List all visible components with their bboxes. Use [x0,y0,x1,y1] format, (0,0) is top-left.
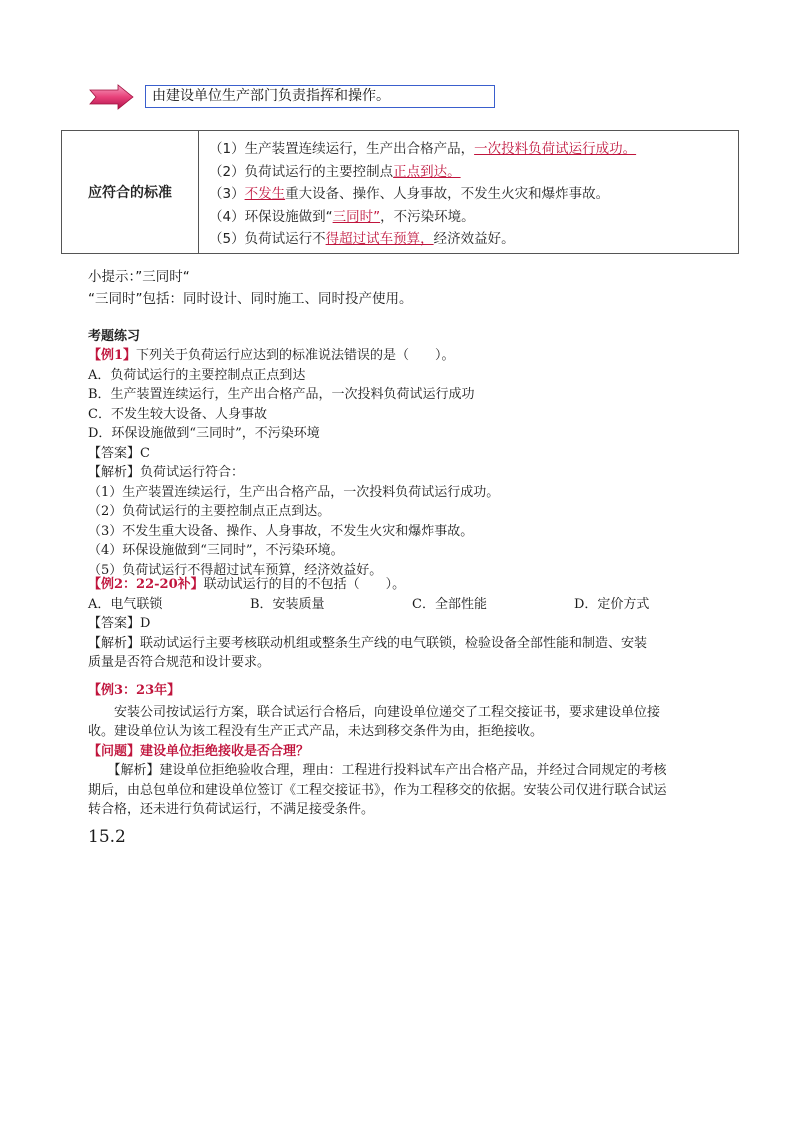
question-2-options [88,595,649,615]
section-number: 15.2 [88,827,126,847]
question-2-answer: 【答案】D [88,616,151,631]
question-1-stem [88,346,499,366]
question-1-analysis-3: （3）不发生重大设备、操作、人身事故，不发生火灾和爆炸事故。 [88,523,474,539]
row-text: （2）负荷试运行的主要控制点 [209,163,394,180]
question-3 [88,681,667,820]
tip-body: “三同时”包括：同时设计、同时施工、同时投产使用。 [88,291,413,307]
question-1 [88,346,499,580]
question-2-analysis-2: 质量是否符合规范和设计要求。 [88,655,271,670]
question-1-stem-text: 下列关于负荷运行应达到的标准说法错误的是（ ）。 [136,348,455,363]
question-2-option-b: B．安装质量 [250,596,325,612]
standards-table-label: 应符合的标准 [62,131,199,253]
question-1-option-c: C．不发生较大设备、人身事故 [88,406,267,422]
standard-row-2 [209,161,738,184]
question-3-body-2: 收。建设单位认为该工程没有生产正式产品，未达到移交条件为由，拒绝接收。 [88,724,544,739]
question-1-analysis-4: （4）环保设施做到“三同时”，不污染环境。 [88,543,344,558]
standard-row-5 [209,228,738,251]
row-text: 重大设备、操作、人身事故，不发生火灾和爆炸事故。 [285,186,610,202]
standard-row-3 [209,183,738,206]
question-3-analysis-3: 转合格，还未进行负荷试运行，不满足接受条件。 [88,802,375,817]
standard-row-4 [209,206,738,229]
row-text: （4）环保设施做到“ [209,208,333,225]
question-2-option-a: A．电气联锁 [88,596,163,612]
question-1-analysis-title: 【解析】负荷试运行符合： [88,465,245,480]
question-3-body-1: 安装公司按试运行方案，联合试运行合格后，向建设单位递交了工程交接证书，要求建设单位接 [88,704,661,720]
question-1-analysis-1: （1）生产装置连续运行，生产出合格产品，一次投料负荷试运行成功。 [88,484,500,500]
question-1-analysis-2: （2）负荷试运行的主要控制点正点到达。 [88,504,331,519]
arrow-right-icon [88,84,134,110]
tip-title: 小提示：”三同时“ [88,269,190,285]
question-1-answer: 【答案】C [88,445,150,461]
question-3-question: 【问题】建设单位拒绝接收是否合理？ [88,743,310,759]
row-text: （1）生产装置连续运行，生产出合格产品， [209,141,475,157]
row-highlight: 正点到达。 [393,163,461,180]
question-2-option-c: C．全部性能 [412,596,487,612]
question-1-option-b: B．生产装置连续运行，生产出合格产品，一次投料负荷试运行成功 [88,387,475,402]
question-2 [88,575,649,673]
row-text: 经济效益好。 [433,231,515,247]
row-highlight: 三同时” [332,208,381,225]
question-2-option-d: D．定价方式 [574,596,650,612]
question-1-option-a: A．负荷试运行的主要控制点正点到达 [88,367,306,383]
question-1-tag: 【例1】 [88,348,137,363]
row-text: （5）负荷试运行不 [209,231,326,247]
standard-row-1 [209,138,738,161]
question-3-analysis-1: 【解析】建设单位拒绝验收合理，理由：工程进行投料试车产出合格产品，并经过合同规定的考核 [88,763,667,778]
question-2-analysis-1: 【解析】联动试运行主要考核联动机组或整条生产线的电气联锁，检验设备全部性能和制造、安装 [88,635,648,651]
standards-table-content [199,131,738,253]
question-2-tag: 【例2：22-20补】 [88,577,204,592]
responsibility-banner: 由建设单位生产部门负责指挥和操作。 [145,85,495,108]
row-highlight: 不发生 [244,186,286,202]
row-highlight: 一次投料负荷试运行成功。 [474,141,637,157]
row-highlight: 得超过试车预算， [325,231,434,247]
question-3-analysis-2: 期后，由总包单位和建设单位签订《工程交接证书》，作为工程移交的依据。安装公司仅进行联合试运 [88,782,667,798]
question-1-analysis-5: （5）负荷试运行不得超过试车预算，经济效益好。 [88,562,383,578]
question-1-option-d: D．环保设施做到“三同时”，不污染环境 [88,426,320,441]
standards-table [61,130,739,254]
question-2-stem-text: 联动试运行的目的不包括（ ）。 [203,577,406,592]
question-3-tag: 【例3：23年】 [88,683,181,698]
question-2-stem [88,575,649,595]
row-text: ，不污染环境。 [380,208,475,225]
row-text: （3） [209,186,245,202]
practice-heading: 考题练习 [88,329,141,344]
